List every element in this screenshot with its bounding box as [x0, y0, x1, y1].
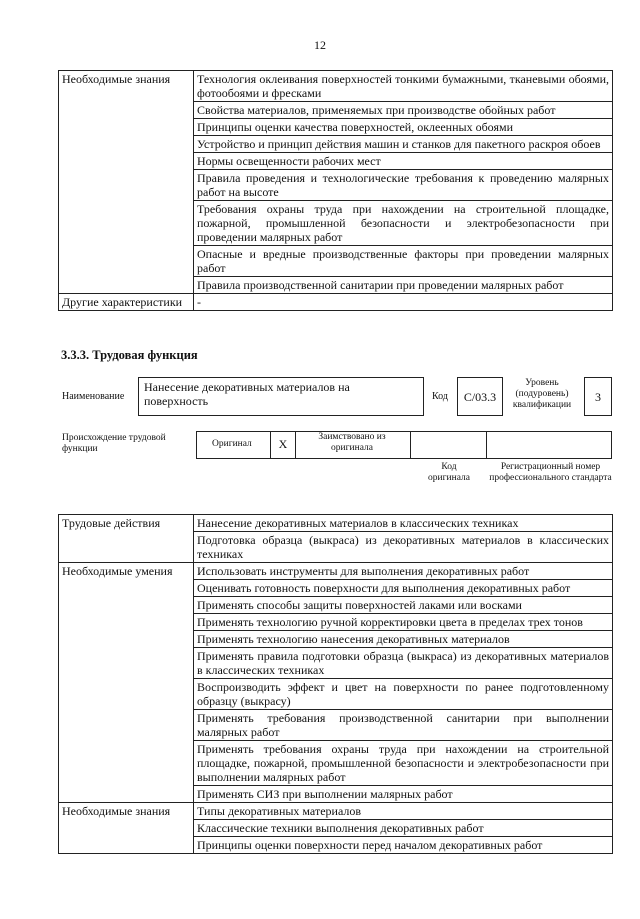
code-caption: Код оригинала — [428, 462, 470, 483]
code-value: C/03.3 — [457, 377, 503, 416]
knowledge-item: Принципы оценки поверхности перед началом декоративных работ — [194, 837, 613, 854]
divider — [295, 431, 296, 459]
other-characteristics-label: Другие характеристики — [59, 294, 194, 311]
knowledge-item: Требования охраны труда при нахождении на строительной площадке, пожарной, промышленной безопасности и электробезопасности при проведении малярных работ — [194, 201, 613, 246]
knowledge-item: Правила проведения и технологические требования к проведению малярных работ на высоте — [194, 170, 613, 201]
table-row — [59, 803, 613, 820]
divider — [410, 431, 411, 459]
name-label: Наименование — [62, 391, 125, 402]
skill-item: Применять требования производственной санитарии при выполнении малярных работ — [194, 710, 613, 741]
knowledge-item: Типы декоративных материалов — [194, 803, 613, 820]
knowledge-item: Принципы оценки качества поверхностей, оклеенных обоями — [194, 119, 613, 136]
level-label: Уровень (подуровень) квалификации — [512, 378, 572, 410]
skill-item: Применять правила подготовки образца (выкраса) из декоративных материалов в классических техниках — [194, 648, 613, 679]
action-item: Подготовка образца (выкраса) из декоративных материалов в классических техниках — [194, 532, 613, 563]
knowledge-label: Необходимые знания — [59, 71, 194, 294]
other-characteristics-value: - — [194, 294, 613, 311]
page-number: 12 — [314, 38, 326, 52]
divider — [486, 431, 487, 459]
knowledge-item: Опасные и вредные производственные факторы при проведении малярных работ — [194, 246, 613, 277]
action-item: Нанесение декоративных материалов в классических техниках — [194, 515, 613, 532]
table-row — [59, 515, 613, 532]
skill-item: Использовать инструменты для выполнения декоративных работ — [194, 563, 613, 580]
skill-item: Оценивать готовность поверхности для выполнения декоративных работ — [194, 580, 613, 597]
knowledge-label: Необходимые знания — [59, 803, 194, 854]
reg-caption: Регистрационный номер профессионального стандарта — [489, 462, 612, 483]
name-box — [138, 377, 424, 416]
skill-item: Применять СИЗ при выполнении малярных работ — [194, 786, 613, 803]
skill-item: Применять требования охраны труда при нахождении на строительной площадке, пожарной, промышленной безопасности и электробезопасности при выполнении малярных работ — [194, 741, 613, 786]
skill-item: Воспроизводить эффект и цвет на поверхности по ранее подготовленному образцу (выкрасу) — [194, 679, 613, 710]
original-mark: X — [278, 437, 288, 451]
knowledge-item: Классические техники выполнения декоративных работ — [194, 820, 613, 837]
actions-label: Трудовые действия — [59, 515, 194, 563]
name-value: Нанесение декоративных материалов на поверхность — [144, 380, 350, 408]
section-title: 3.3.3. Трудовая функция — [61, 348, 198, 362]
level-value: 3 — [584, 377, 612, 416]
skill-item: Применять технологию ручной корректировки цвета в пределах трех тонов — [194, 614, 613, 631]
function-table — [58, 514, 613, 854]
top-requirements-table — [58, 70, 613, 311]
knowledge-item: Свойства материалов, применяемых при производстве обойных работ — [194, 102, 613, 119]
origin-label: Происхождение трудовой функции — [62, 433, 166, 454]
skill-item: Применять способы защиты поверхностей лаками или восками — [194, 597, 613, 614]
knowledge-item: Технология оклеивания поверхностей тонкими бумажными, тканевыми обоями, фотообоями и фресками — [194, 71, 613, 102]
origin-box — [196, 431, 612, 459]
skill-item: Применять технологию нанесения декоративных материалов — [194, 631, 613, 648]
borrowed-label: Заимствовано из оригинала — [318, 432, 386, 453]
code-label: Код — [432, 391, 448, 402]
table-row — [59, 71, 613, 102]
table-row — [59, 294, 613, 311]
knowledge-item: Устройство и принцип действия машин и станков для пакетного раскроя обоев — [194, 136, 613, 153]
original-label: Оригинал — [212, 439, 252, 449]
knowledge-item: Правила производственной санитарии при проведении малярных работ — [194, 277, 613, 294]
table-row — [59, 563, 613, 580]
knowledge-item: Нормы освещенности рабочих мест — [194, 153, 613, 170]
skills-label: Необходимые умения — [59, 563, 194, 803]
